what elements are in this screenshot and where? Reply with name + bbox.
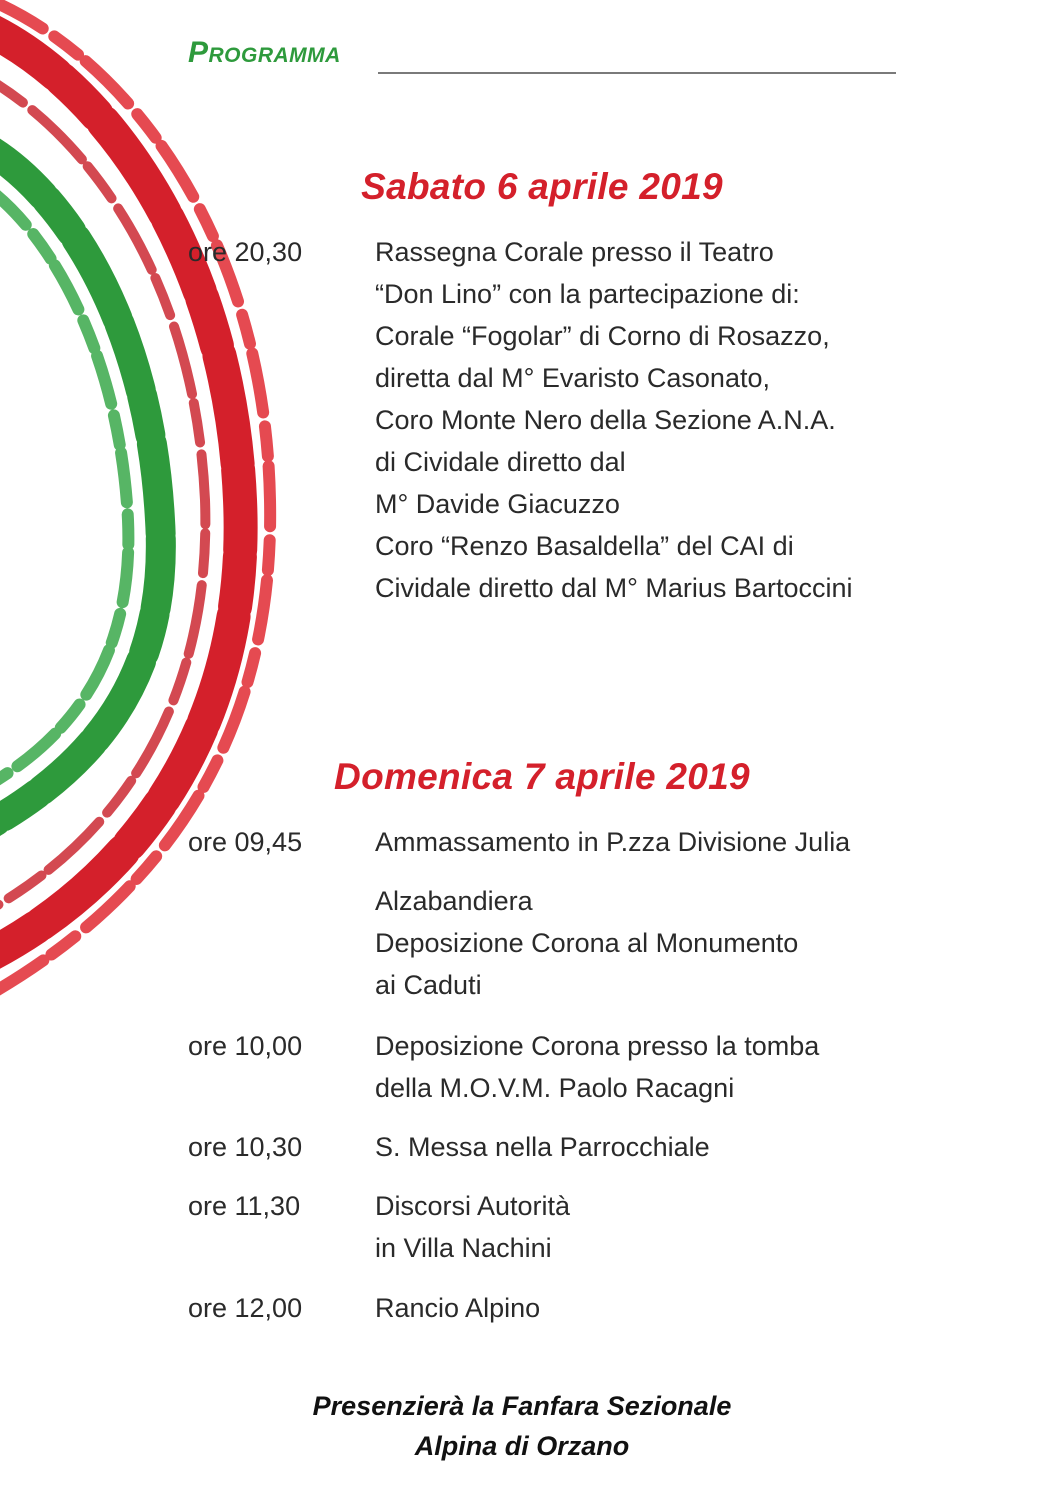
event-line: della M.O.V.M. Paolo Racagni (375, 1073, 735, 1103)
event-time: ore 11,30 (188, 1191, 301, 1221)
event-time: ore 10,30 (188, 1132, 303, 1162)
event-description (375, 231, 935, 609)
event-line: Coro Monte Nero della Sezione A.N.A. (375, 405, 836, 435)
event-time: ore 12,00 (188, 1293, 303, 1323)
day-title-saturday: Sabato 6 aprile 2019 (361, 166, 723, 207)
event-line: Rassegna Corale presso il Teatro (375, 237, 774, 267)
heading-divider (378, 72, 896, 74)
event-line: Deposizione Corona presso la tomba (375, 1031, 820, 1061)
event-line: Rancio Alpino (375, 1293, 541, 1323)
event-line: Coro “Renzo Basaldella” del CAI di (375, 531, 794, 561)
event-line: Ammassamento in P.zza Divisione Julia (375, 827, 851, 857)
event-line: S. Messa nella Parrocchiale (375, 1132, 710, 1162)
event-line: ai Caduti (375, 970, 482, 1000)
event-line: di Cividale diretto dal (375, 447, 626, 477)
event-line: Deposizione Corona al Monumento (375, 928, 799, 958)
event-description (375, 880, 935, 1006)
footer-note-line-1: Presenzierà la Fanfara Sezionale (312, 1391, 732, 1421)
event-line: Discorsi Autorità (375, 1191, 571, 1221)
event-description (375, 1185, 935, 1269)
event-description (375, 1025, 935, 1109)
event-line: Corale “Fogolar” di Corno di Rosazzo, (375, 321, 830, 351)
event-line: Alzabandiera (375, 886, 533, 916)
event-description (375, 1126, 935, 1168)
day-title-sunday: Domenica 7 aprile 2019 (334, 756, 750, 797)
event-line: in Villa Nachini (375, 1233, 552, 1263)
event-line: M° Davide Giacuzzo (375, 489, 620, 519)
event-line: Cividale diretto dal M° Marius Bartoccini (375, 573, 853, 603)
event-time: ore 20,30 (188, 237, 303, 267)
event-time: ore 09,45 (188, 827, 303, 857)
programma-heading: Programma (188, 36, 341, 69)
green-arc (0, 150, 161, 830)
event-line: “Don Lino” con la partecipazione di: (375, 279, 800, 309)
event-description (375, 821, 935, 863)
event-description (375, 1287, 935, 1329)
event-line: diretta dal M° Evaristo Casonato, (375, 363, 770, 393)
footer-note-line-2: Alpina di Orzano (414, 1431, 630, 1461)
event-time: ore 10,00 (188, 1031, 303, 1061)
